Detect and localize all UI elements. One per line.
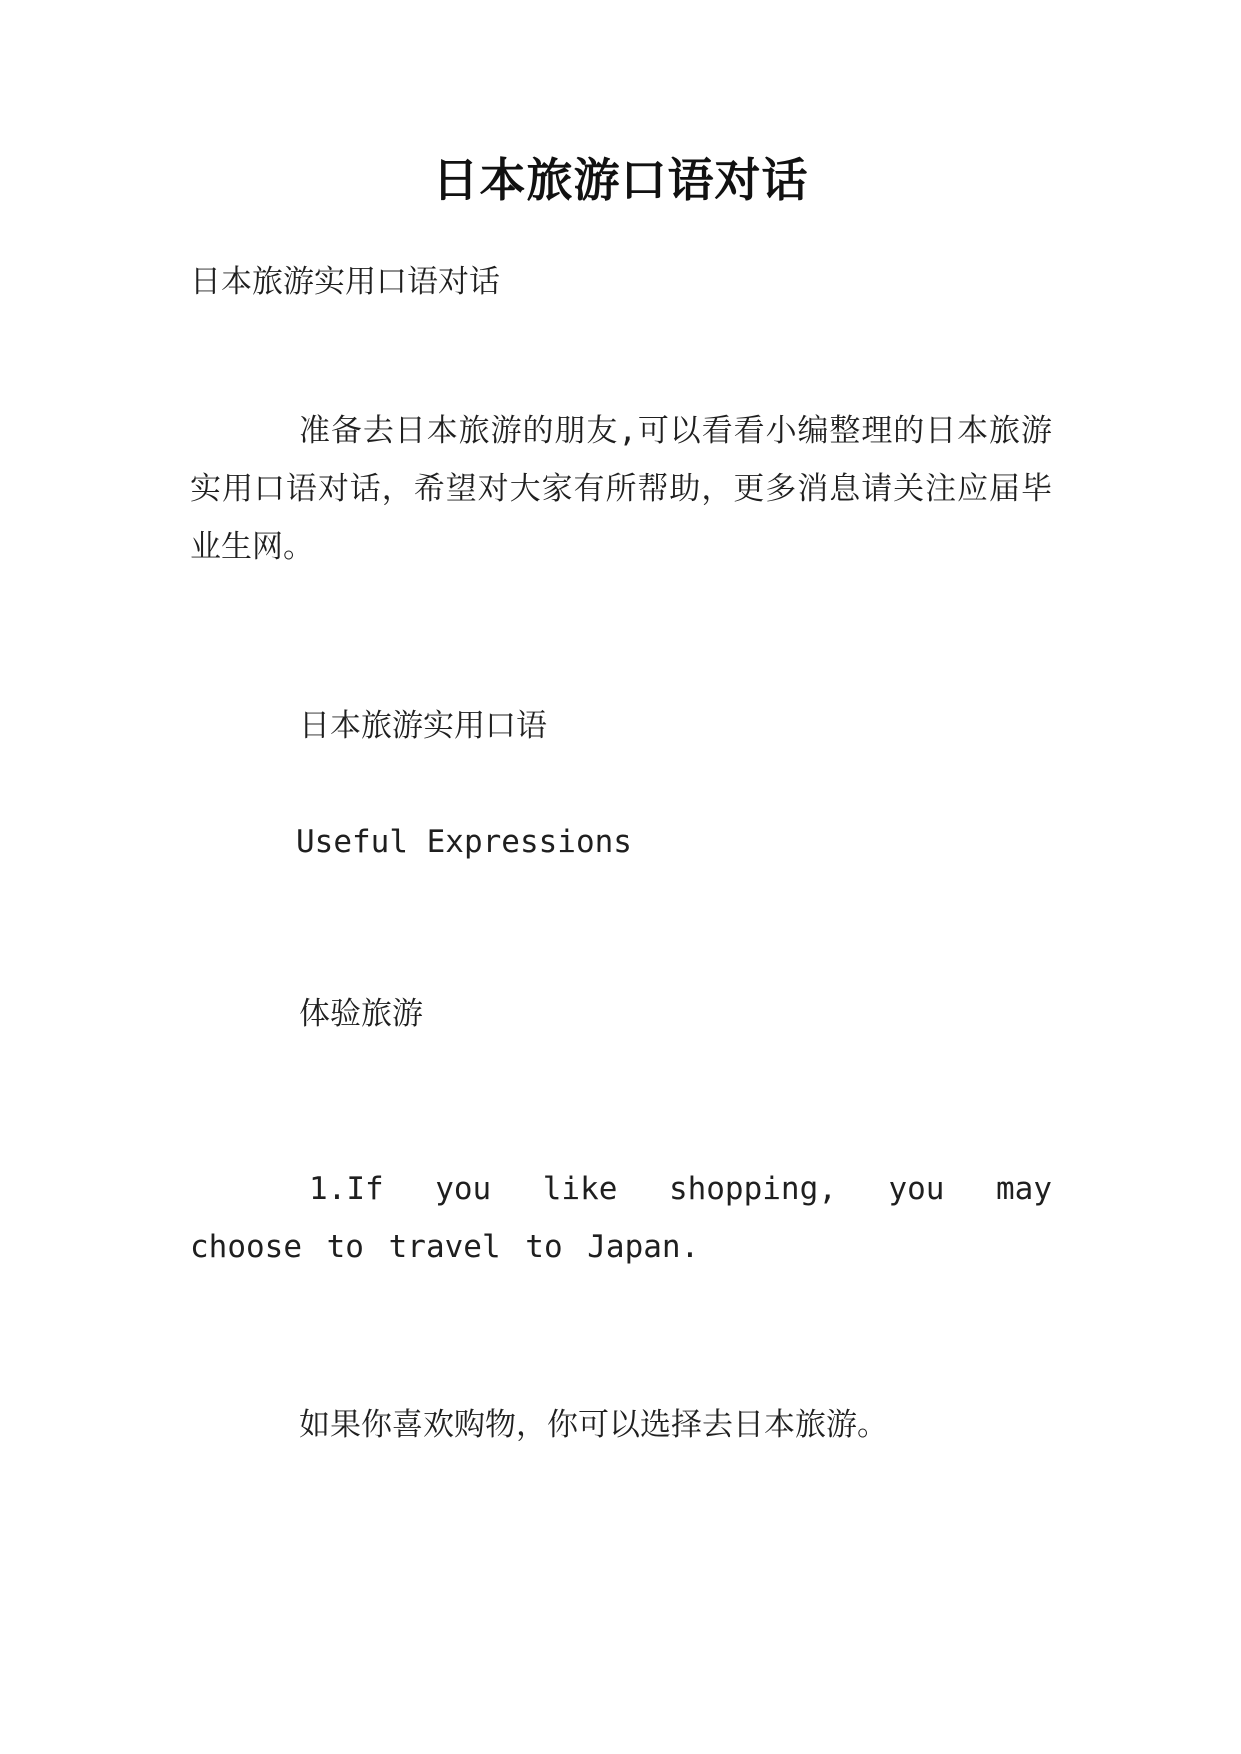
example-1-chinese: 如果你喜欢购物，你可以选择去日本旅游。 [299, 1407, 888, 1443]
document-subtitle: 日本旅游实用口语对话 [190, 264, 500, 300]
category-heading: 体验旅游 [299, 996, 423, 1032]
example-1-english: 1.If you like shopping, you may choose to travel to Japan. [190, 1171, 1052, 1265]
document-title: 日本旅游口语对话 [432, 153, 809, 207]
intro-paragraph: 准备去日本旅游的朋友,可以看看小编整理的日本旅游实用口语对话，希望对大家有所帮助，更多消息请关注应届毕业生网。 [190, 413, 1052, 565]
section-heading: 日本旅游实用口语 [299, 708, 547, 744]
english-heading: Useful Expressions [296, 824, 632, 860]
